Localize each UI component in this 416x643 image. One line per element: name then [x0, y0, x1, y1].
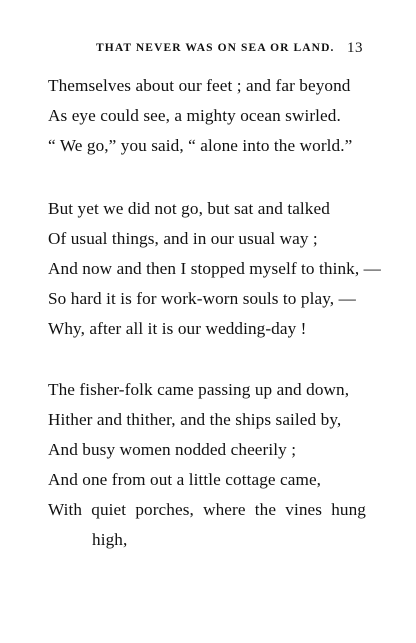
- verse-line-continuation: high,: [92, 530, 128, 549]
- verse-line: “ We go,” you said, “ alone into the world.”: [48, 136, 353, 155]
- verse-line: Hither and thither, and the ships sailed by,: [48, 410, 342, 429]
- verse-line: And busy women nodded cheerily ;: [48, 440, 297, 459]
- verse-line: The fisher-folk came passing up and down,: [48, 380, 350, 399]
- verse-line: Themselves about our feet ; and far beyond: [48, 76, 351, 95]
- verse-line: As eye could see, a mighty ocean swirled.: [48, 106, 341, 125]
- verse-line: And one from out a little cottage came,: [48, 470, 322, 489]
- verse-line: Of usual things, and in our usual way ;: [48, 229, 318, 248]
- verse-line: Why, after all it is our wedding-day !: [48, 319, 307, 338]
- running-head: [0, 40, 416, 60]
- verse-line: So hard it is for work-worn souls to play, —: [48, 289, 356, 308]
- verse-line: With quiet porches, where the vines hung: [48, 500, 366, 519]
- verse-line: And now and then I stopped myself to think, —: [48, 259, 381, 278]
- page-number: 13: [347, 40, 363, 56]
- verse-line: But yet we did not go, but sat and talked: [48, 199, 330, 218]
- running-title: THAT NEVER WAS ON SEA OR LAND.: [96, 42, 335, 54]
